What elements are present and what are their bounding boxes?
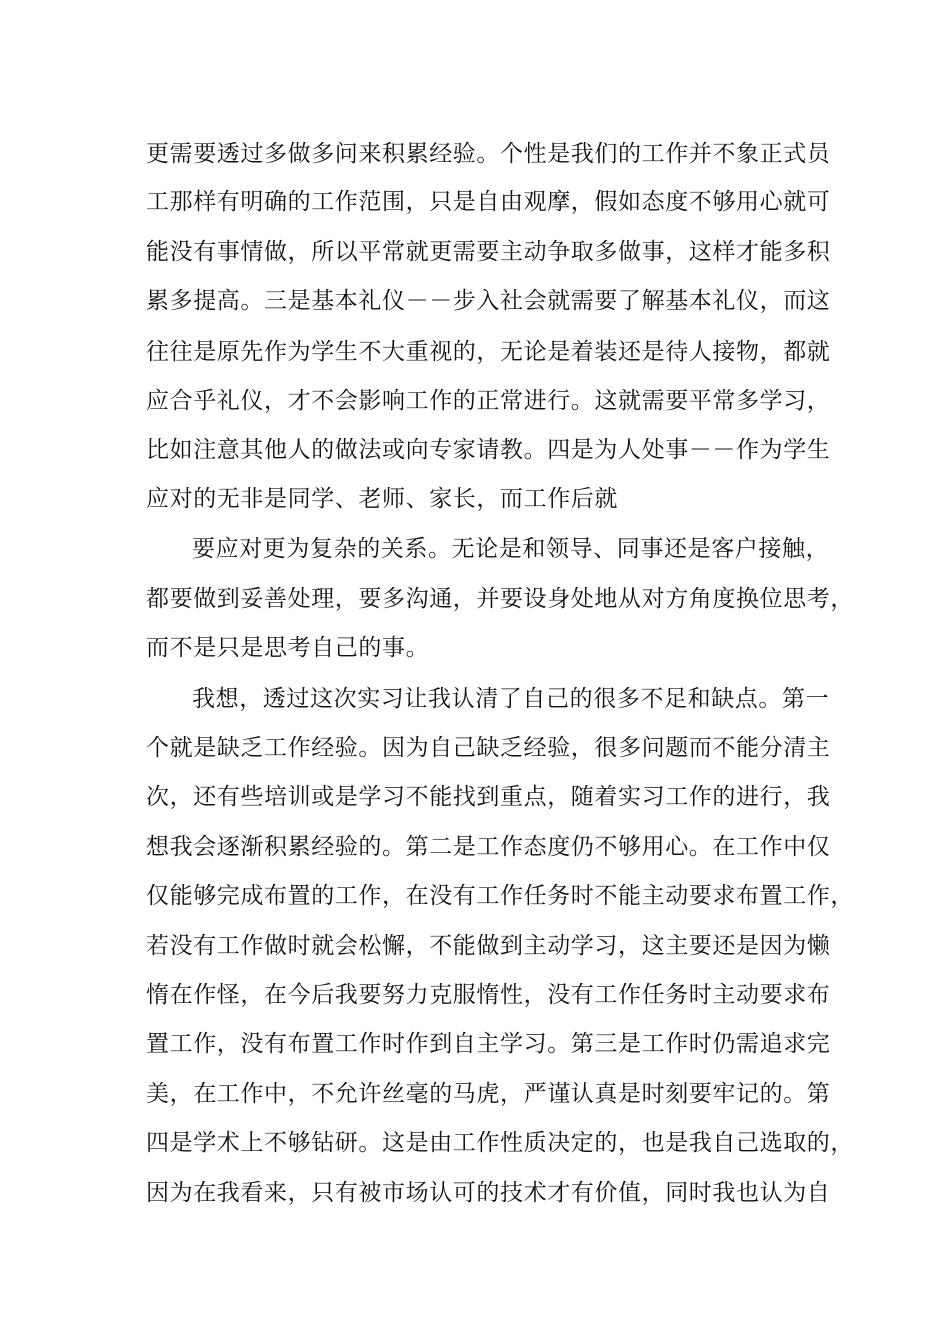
text-line: 四是学术上不够钻研。这是由工作性质决定的，也是我自己选取的， xyxy=(146,1130,854,1156)
text-line: 更需要透过多做多问来积累经验。个性是我们的工作并不象正式员 xyxy=(146,141,831,167)
paragraph-start-line: 我想，透过这次实习让我认清了自己的很多不足和缺点。第一 xyxy=(192,686,830,712)
text-line: 个就是缺乏工作经验。因为自己缺乏经验，很多问题而不能分清主 xyxy=(146,735,831,761)
text-line: 累多提高。三是基本礼仪－－步入社会就需要了解基本礼仪，而这 xyxy=(146,288,831,314)
text-line: 应合乎礼仪，才不会影响工作的正常进行。这就需要平常多学习， xyxy=(146,388,831,414)
text-line: 仅能够完成布置的工作，在没有工作任务时不能主动要求布置工作， xyxy=(146,883,854,909)
text-line: 工那样有明确的工作范围，只是自由观摩，假如态度不够用心就可 xyxy=(146,189,831,215)
text-line: 应对的无非是同学、老师、家长，而工作后就 xyxy=(146,486,618,512)
paragraph-start-line: 要应对更为复杂的关系。无论是和领导、同事还是客户接触， xyxy=(192,536,830,562)
text-line: 次，还有些培训或是学习不能找到重点，随着实习工作的进行，我 xyxy=(146,784,831,810)
text-line: 因为在我看来，只有被市场认可的技术才有价值，同时我也认为自 xyxy=(146,1180,831,1206)
text-line: 比如注意其他人的做法或向专家请教。四是为人处事－－作为学生 xyxy=(146,437,831,463)
text-line: 若没有工作做时就会松懈，不能做到主动学习，这主要还是因为懒 xyxy=(146,933,831,959)
text-line: 置工作，没有布置工作时作到自主学习。第三是工作时仍需追求完 xyxy=(146,1031,831,1057)
text-line: 都要做到妥善处理，要多沟通，并要设身处地从对方角度换位思考， xyxy=(146,586,854,612)
text-line: 而不是只是思考自己的事。 xyxy=(146,635,430,661)
text-line: 往往是原先作为学生不大重视的，无论是着装还是待人接物，都就 xyxy=(146,339,831,365)
text-line: 惰在作怪，在今后我要努力克服惰性，没有工作任务时主动要求布 xyxy=(146,982,831,1008)
text-line: 能没有事情做，所以平常就更需要主动争取多做事，这样才能多积 xyxy=(146,239,831,265)
text-line: 美，在工作中，不允许丝毫的马虎，严谨认真是时刻要牢记的。第 xyxy=(146,1081,831,1107)
text-line: 想我会逐渐积累经验的。第二是工作态度仍不够用心。在工作中仅 xyxy=(146,834,831,860)
